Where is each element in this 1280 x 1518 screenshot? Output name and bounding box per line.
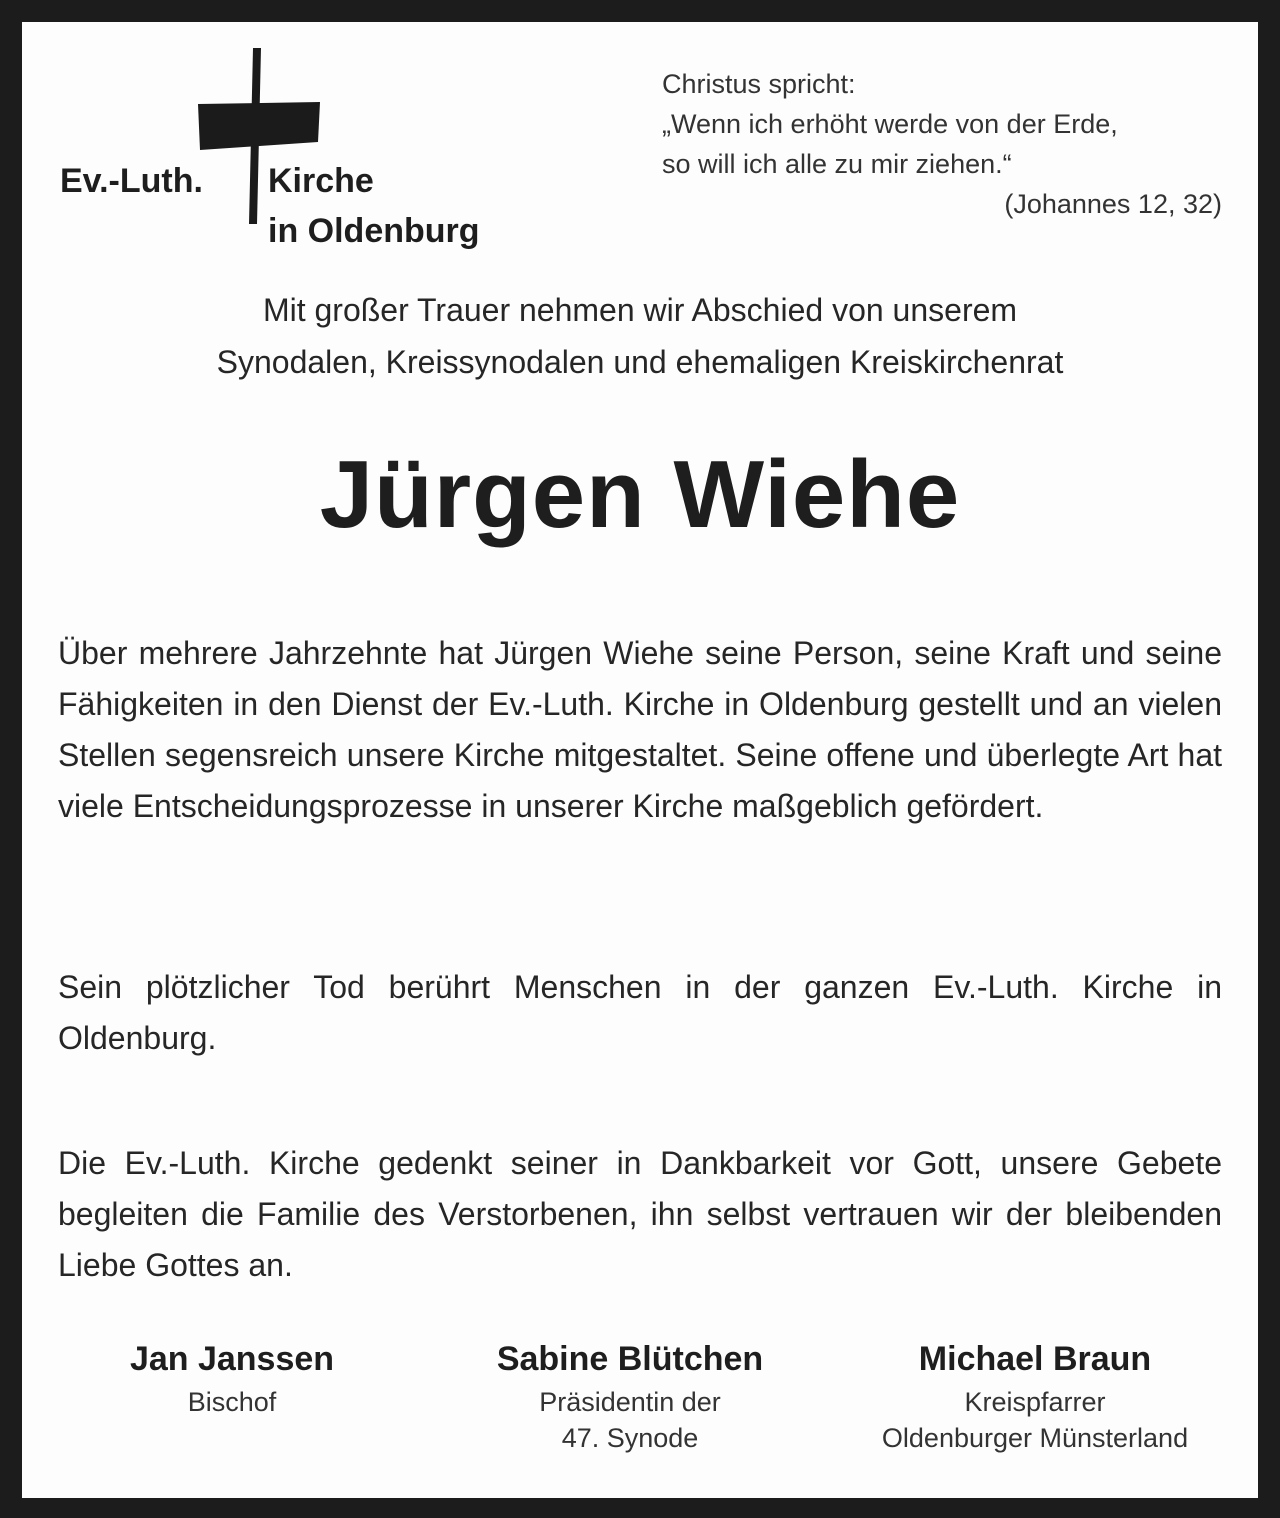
logo-text-kirche: Kirche <box>268 162 374 200</box>
intro-line-2: Synodalen, Kreissynodalen und ehemaligen Kreiskirchenrat <box>216 344 1064 380</box>
signer-name: Jan Janssen <box>129 1340 335 1378</box>
signatories <box>22 1334 1258 1474</box>
logo-text-in-oldenburg: in Oldenburg <box>268 212 480 250</box>
paragraph-prayer: Die Ev.-Luth. Kirche gedenkt seiner in Dankbarkeit vor Gott, unsere Gebete begleiten die Familie des Verstorbenen, ihn selbst vertrauen wir der bleibenden Liebe Gottes an. <box>58 1145 1222 1283</box>
obituary-notice <box>22 22 1258 1498</box>
signer-role-2: Oldenburger Münsterland <box>881 1423 1189 1453</box>
intro-text <box>22 284 1258 388</box>
quote-reference: (Johannes 12, 32) <box>1004 189 1222 219</box>
deceased-name: Jürgen Wiehe <box>319 441 961 548</box>
signer-praesidentin <box>460 1334 800 1456</box>
bible-quote <box>662 64 1222 224</box>
signer-bischof <box>62 1334 402 1420</box>
quote-line-2: so will ich alle zu mir ziehen.“ <box>662 149 1012 179</box>
signer-role-2: 47. Synode <box>561 1423 699 1453</box>
paragraph-death: Sein plötzlicher Tod berührt Menschen in der ganzen Ev.-Luth. Kirche in Oldenburg. <box>58 969 1222 1056</box>
quote-intro: Christus spricht: <box>662 69 856 99</box>
signer-name: Michael Braun <box>918 1340 1152 1378</box>
signer-kreispfarrer <box>830 1334 1240 1456</box>
signer-name: Sabine Blütchen <box>496 1340 764 1378</box>
quote-line-1: „Wenn ich erhöht werde von der Erde, <box>662 109 1118 139</box>
paragraph-service: Über mehrere Jahrzehnte hat Jürgen Wiehe seine Person, seine Kraft und seine Fähigkeiten in den Dienst der Ev.-Luth. Kirche in Oldenburg gestellt und an vielen Stellen segensreich unsere Kirche mitgestaltet. Seine offene und überlegte Art hat viele Entscheidungsprozesse in unserer Kirche maßgeblich gefördert. <box>58 635 1222 824</box>
signer-role: Präsidentin der <box>539 1387 721 1417</box>
intro-line-1: Mit großer Trauer nehmen wir Abschied von unserem <box>262 292 1018 328</box>
church-logo <box>60 46 530 256</box>
signer-role: Kreispfarrer <box>964 1387 1106 1417</box>
logo-text-ev-luth: Ev.-Luth. <box>60 162 203 200</box>
signer-role: Bischof <box>187 1387 277 1417</box>
